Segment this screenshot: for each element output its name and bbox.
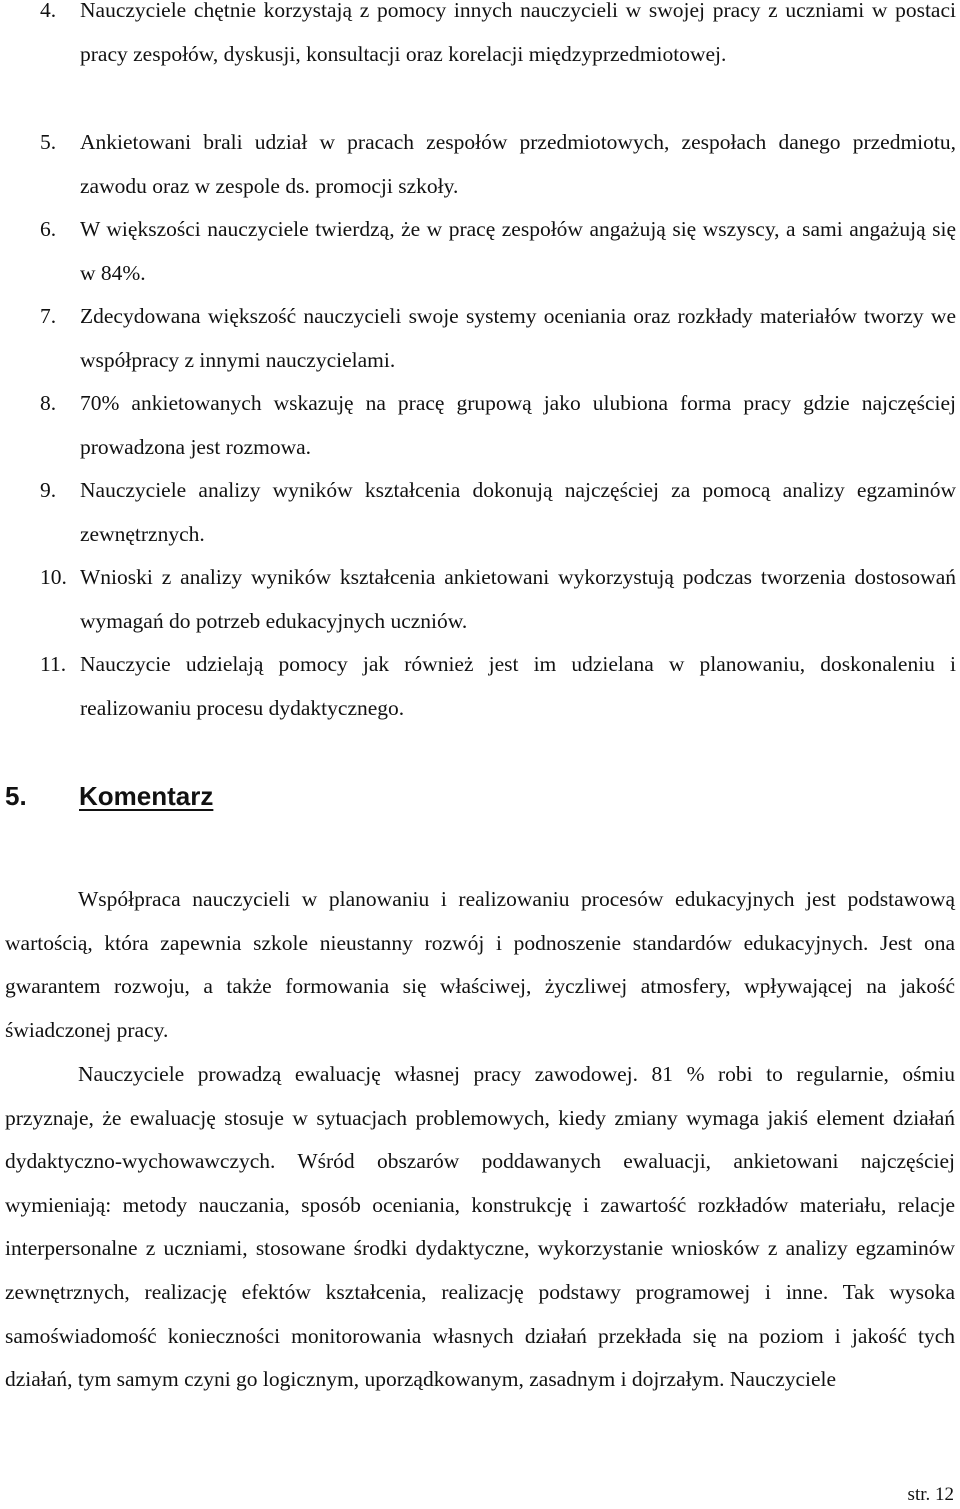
section-number: 5. [5,781,27,811]
body-paragraph: Współpraca nauczycieli w planowaniu i realizowaniu procesów edukacyjnych jest podstawową wartością, która zapewnia szkole nieustanny rozwój i podnoszenie standardów edukacyjnych. Jest ona gwarantem rozwoju, a także formowania się właściwej, życzliwej atmosfery, wpływającej na jakość świadczonej pracy. [5,887,955,1042]
list-item-number: 11. [40,652,67,676]
list-item-text: 70% ankietowanych wskazuję na pracę grupową jako ulubiona forma pracy gdzie najczęściej prowadzona jest rozmowa. [80,391,956,459]
list-item-number: 8. [40,391,57,415]
list-item-text: Nauczyciele analizy wyników kształcenia dokonują najczęściej za pomocą analizy egzaminów zewnętrznych. [80,478,956,546]
list-item-text: Nauczyciele chętnie korzystają z pomocy innych nauczycieli w swojej pracy z uczniami w postaci pracy zespołów, dyskusji, konsultacji oraz korelacji międzyprzedmiotowej. [80,0,956,66]
list-item-text: W większości nauczyciele twierdzą, że w pracę zespołów angażują się wszyscy, a sami angażują się w 84%. [80,217,956,285]
page-number: str. 12 [907,1484,954,1505]
list-item-number: 4. [40,0,57,22]
list-item-number: 6. [40,217,57,241]
body-paragraph: Nauczyciele prowadzą ewaluację własnej pracy zawodowej. 81 % robi to regularnie, ośmiu przyznaje, że ewaluację stosuje w sytuacjach problemowych, kiedy zmiany wymaga jakiś element działań dydaktyczno-wychowawczych. Wśród obszarów poddawanych ewaluacji, ankietowani najczęściej wymieniają: metody nauczania, sposób oceniania, konstrukcję i zawartość rozkładów materiału, relacje interpersonalne z uczniami, stosowane środki dydaktyczne, wykorzystanie wniosków z analizy egzaminów zewnętrznych, realizację efektów kształcenia, realizację podstawy programowej i inne. Tak wysoka samoświadomość konieczności monitorowania własnych działań przekłada się na poziom i jakość tych działań, tym samym czyni go logicznym, uporządkowanym, zasadnym i dojrzałym. Nauczyciele [5,1062,955,1392]
list-item-number: 10. [40,565,67,589]
section-title: Komentarz [79,781,214,811]
list-item-text: Ankietowani brali udział w pracach zespołów przedmiotowych, zespołach danego przedmiotu, zawodu oraz w zespole ds. promocji szkoły. [80,130,956,198]
list-item-text: Nauczycie udzielają pomocy jak również jest im udzielana w planowaniu, doskonaleniu i realizowaniu procesu dydaktycznego. [80,652,956,720]
list-item-text: Zdecydowana większość nauczycieli swoje systemy oceniania oraz rozkłady materiałów tworzy we współpracy z innymi nauczycielami. [80,304,956,372]
list-item-number: 9. [40,478,57,502]
list-item-number: 5. [40,130,57,154]
list-item-text: Wnioski z analizy wyników kształcenia ankietowani wykorzystują podczas tworzenia dostosowań wymagań do potrzeb edukacyjnych uczniów. [80,565,956,633]
list-item-number: 7. [40,304,57,328]
